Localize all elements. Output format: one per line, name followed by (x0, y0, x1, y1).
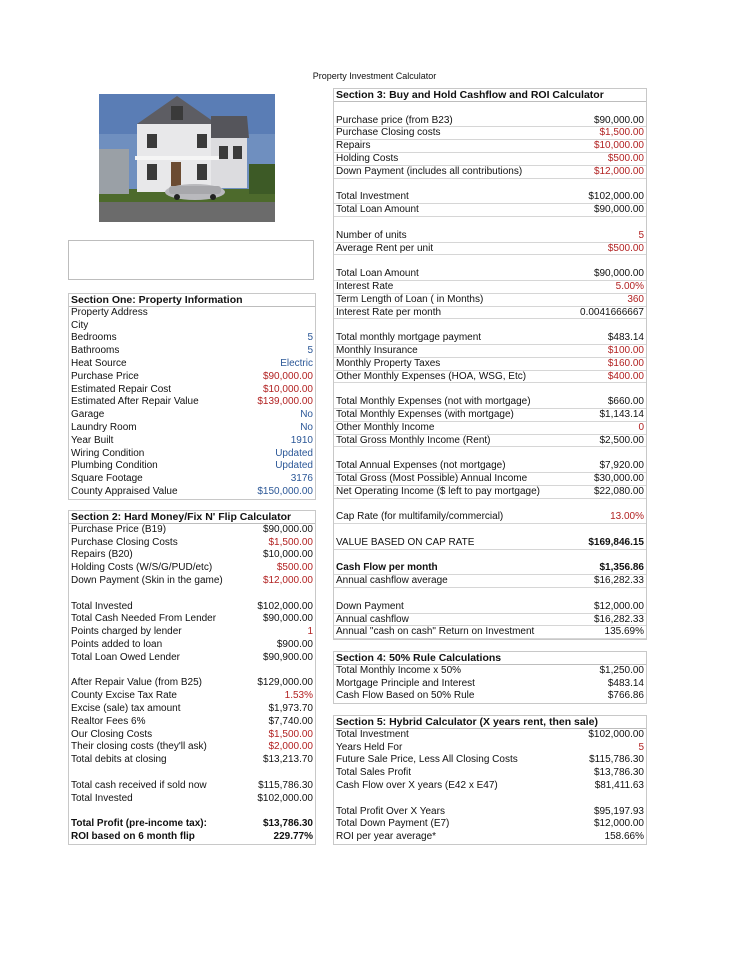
section-row: Cash Flow Based on 50% Rule $766.86 (336, 690, 644, 702)
section-row: Repairs $10,000.00 (336, 140, 644, 152)
section-row: Other Monthly Expenses (HOA, WSG, Etc) $400.00 (336, 370, 644, 382)
section-row: Points added to loan $900.00 (71, 638, 313, 650)
section-row: Estimated After Repair Value $139,000.00 (71, 396, 313, 408)
notes-box (68, 240, 314, 280)
section-row: Total Gross (Most Possible) Annual Income $30,000.00 (336, 472, 644, 484)
section-row: Total Monthly Expenses (not with mortgage) $660.00 (336, 396, 644, 408)
section-row: Purchase Closing Costs $1,500.00 (71, 536, 313, 548)
section-row: Monthly Insurance $100.00 (336, 344, 644, 356)
section-row: Plumbing Condition Updated (71, 460, 313, 472)
section-row: Bathrooms 5 (71, 345, 313, 357)
section-row: Down Payment $12,000.00 (336, 600, 644, 612)
section-row: Bedrooms 5 (71, 332, 313, 344)
section-row: Total Investment $102,000.00 (336, 191, 644, 203)
section-row: Excise (sale) tax amount $1,973.70 (71, 702, 313, 714)
section-row: Garage No (71, 409, 313, 421)
section-row: Estimated Repair Cost $10,000.00 (71, 383, 313, 395)
section-five-title: Section 5: Hybrid Calculator (X years rent, then sale) (334, 716, 646, 729)
section-row: Heat Source Electric (71, 357, 313, 369)
section-row: Future Sale Price, Less All Closing Costs $115,786.30 (336, 754, 644, 766)
section-row: Realtor Fees 6% $7,740.00 (71, 715, 313, 727)
section-row: Cash Flow per month $1,356.86 (336, 562, 644, 574)
section-row: Term Length of Loan ( in Months) 360 (336, 293, 644, 305)
section-two-flip-calculator (68, 510, 316, 845)
section-row: Annual cashflow $16,282.33 (336, 613, 644, 625)
section-row: VALUE BASED ON CAP RATE $169,846.15 (336, 536, 644, 548)
section-row: Total cash received if sold now $115,786.30 (71, 779, 313, 791)
section-row: County Appraised Value $150,000.00 (71, 485, 313, 497)
section-row: Other Monthly Income 0 (336, 421, 644, 433)
section-row: Points charged by lender 1 (71, 626, 313, 638)
section-row: Total monthly mortgage payment $483.14 (336, 332, 644, 344)
section-row: Square Footage 3176 (71, 473, 313, 485)
section-row: Purchase price (from B23) $90,000.00 (336, 114, 644, 126)
section-row: Purchase Closing costs $1,500.00 (336, 127, 644, 139)
section-row: Total Loan Owed Lender $90,900.00 (71, 651, 313, 663)
section-row: County Excise Tax Rate 1.53% (71, 690, 313, 702)
section-row: Annual "cash on cash" Return on Investment 135.69% (336, 626, 644, 638)
section-four-fifty-percent-rule (333, 651, 647, 704)
section-row: Total Cash Needed From Lender $90,000.00 (71, 613, 313, 625)
section-row: Down Payment (includes all contributions) $12,000.00 (336, 165, 644, 177)
section-row: Total debits at closing $13,213.70 (71, 754, 313, 766)
section-row: Repairs (B20) $10,000.00 (71, 549, 313, 561)
section-row: Total Loan Amount $90,000.00 (336, 204, 644, 216)
section-row: Total Gross Monthly Income (Rent) $2,500.00 (336, 434, 644, 446)
section-row: Total Investment $102,000.00 (336, 728, 644, 740)
section-five-hybrid-calculator (333, 715, 647, 845)
section-row: Holding Costs $500.00 (336, 152, 644, 164)
section-row: Total Profit (pre-income tax): $13,786.30 (71, 818, 313, 830)
section-row: Years Held For 5 (336, 741, 644, 753)
section-row: Total Invested $102,000.00 (71, 792, 313, 804)
section-row: Cash Flow over X years (E42 x E47) $81,411.63 (336, 779, 644, 791)
section-row: Interest Rate 5.00% (336, 280, 644, 292)
section-one-title: Section One: Property Information (69, 294, 315, 307)
section-one-property-information (68, 293, 316, 500)
section-row: Down Payment (Skin in the game) $12,000.00 (71, 574, 313, 586)
section-row: Year Built 1910 (71, 434, 313, 446)
section-three-title: Section 3: Buy and Hold Cashflow and ROI Calculator (334, 89, 646, 102)
section-row: Wiring Condition Updated (71, 447, 313, 459)
section-row: Their closing costs (they'll ask) $2,000.00 (71, 741, 313, 753)
section-row: Our Closing Costs $1,500.00 (71, 728, 313, 740)
section-row: Monthly Property Taxes $160.00 (336, 357, 644, 369)
section-four-title: Section 4: 50% Rule Calculations (334, 652, 646, 665)
document-title: Property Investment Calculator (312, 71, 437, 81)
section-row: Purchase Price (B19) $90,000.00 (71, 523, 313, 535)
section-row: Average Rent per unit $500.00 (336, 242, 644, 254)
section-row: Total Monthly Income x 50% $1,250.00 (336, 664, 644, 676)
section-row: City (71, 319, 89, 331)
property-photo (99, 94, 275, 222)
section-row: Total Profit Over X Years $95,197.93 (336, 805, 644, 817)
section-two-title: Section 2: Hard Money/Fix N' Flip Calculator (69, 511, 315, 524)
section-row: Total Monthly Expenses (with mortgage) $1,143.14 (336, 408, 644, 420)
section-row: Total Annual Expenses (not mortgage) $7,920.00 (336, 460, 644, 472)
section-row: After Repair Value (from B25) $129,000.00 (71, 677, 313, 689)
section-row: Number of units 5 (336, 229, 644, 241)
section-row: Total Down Payment (E7) $12,000.00 (336, 818, 644, 830)
section-row: Annual cashflow average $16,282.33 (336, 575, 644, 587)
section-three-buy-and-hold (333, 88, 647, 640)
section-row: Total Loan Amount $90,000.00 (336, 268, 644, 280)
section-row: Net Operating Income ($ left to pay mortgage) $22,080.00 (336, 485, 644, 497)
section-row: ROI per year average* 158.66% (336, 831, 644, 843)
section-row: Purchase Price $90,000.00 (71, 370, 313, 382)
section-row: Holding Costs (W/S/G/PUD/etc) $500.00 (71, 562, 313, 574)
section-row: Mortgage Principle and Interest $483.14 (336, 677, 644, 689)
section-row: Property Address (71, 306, 148, 318)
section-row: Cap Rate (for multifamily/commercial) 13.00% (336, 511, 644, 523)
section-row: Total Invested $102,000.00 (71, 600, 313, 612)
section-row: ROI based on 6 month flip 229.77% (71, 830, 313, 842)
section-row: Laundry Room No (71, 421, 313, 433)
section-row: Interest Rate per month 0.0041666667 (336, 306, 644, 318)
section-row: Total Sales Profit $13,786.30 (336, 767, 644, 779)
